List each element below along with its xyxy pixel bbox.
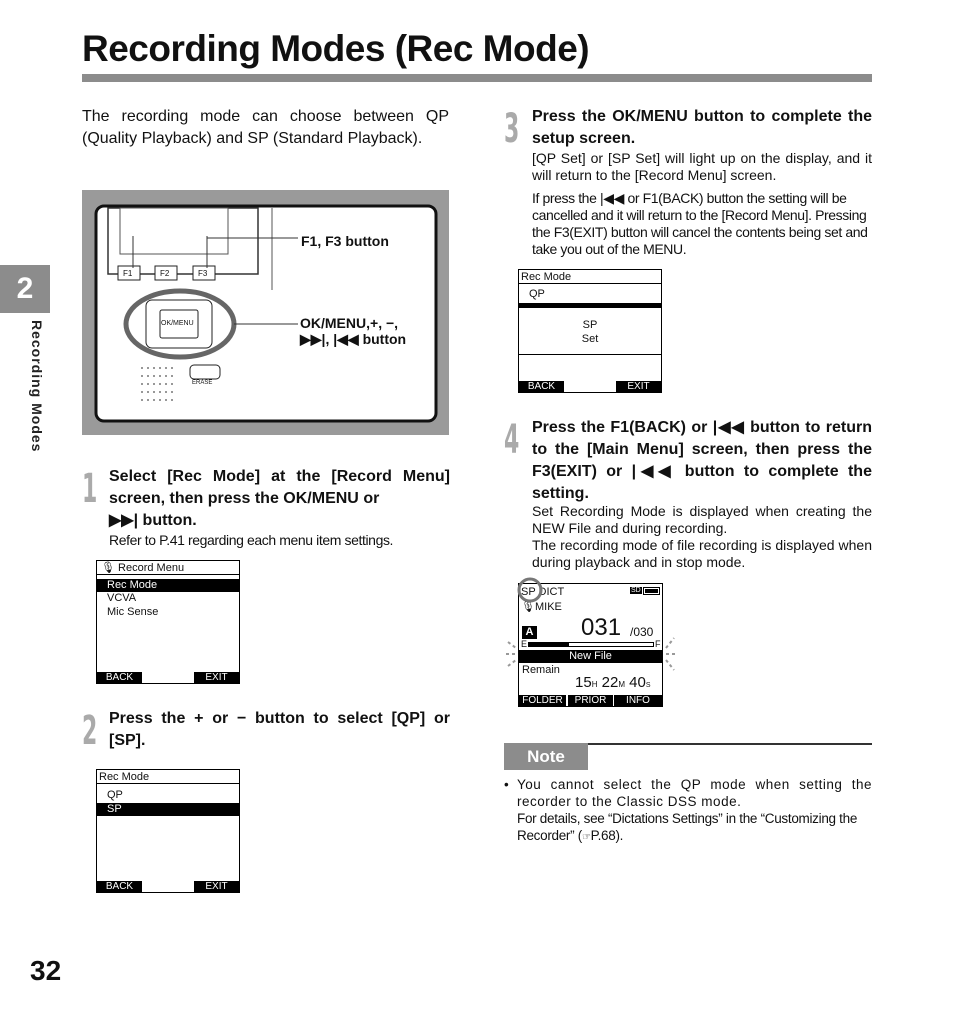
screen-rec-mode-select <box>96 769 240 893</box>
fast-forward-icon: ▶▶| <box>109 512 139 529</box>
step-4-heading-or: or <box>606 463 623 480</box>
rewind-icon: |◀◀ <box>631 463 676 480</box>
step-2-number: 2 <box>82 708 98 754</box>
back-softkey: BACK <box>97 881 142 892</box>
exit-softkey: EXIT <box>616 381 661 392</box>
menu-item-rec-mode: Rec Mode <box>97 579 239 592</box>
hours: 15 <box>575 674 592 691</box>
mic-icon: 🎙 <box>521 601 535 613</box>
step-3-heading-a: Press the <box>532 108 606 125</box>
page-title: Recording Modes (Rec Mode) <box>82 28 590 69</box>
step-1-heading <box>109 466 450 532</box>
seconds: 40 <box>629 674 646 691</box>
step-2-heading-or: or <box>212 710 229 727</box>
step-3-heading-b: button to complete the setup screen. <box>532 108 873 147</box>
screen-title: Rec Mode <box>97 771 239 784</box>
note-text-2a: For details, see “Dictations Settings” in the “Customizing the Recorder” ( <box>517 811 858 843</box>
key-f2-label: F2 <box>160 269 170 278</box>
step-2-heading-a: Press the <box>109 710 186 727</box>
step-4-heading-or: or <box>691 419 708 436</box>
step-4-heading-e: button to complete the setting. <box>532 463 872 502</box>
step-4-number: 4 <box>504 417 520 463</box>
step-3-text-2 <box>532 190 877 258</box>
note-rule <box>588 743 872 745</box>
exit-softkey: EXIT <box>194 881 239 892</box>
new-file-banner: New File <box>519 650 662 663</box>
step-1-number: 1 <box>82 466 98 512</box>
sd-card-icon: SD <box>631 587 641 594</box>
callout-comma: , <box>378 315 383 331</box>
screen-record-menu <box>96 560 240 684</box>
menu-item-mic-sense: Mic Sense <box>107 606 159 618</box>
rewind-icon: |◀◀ <box>599 190 624 206</box>
hours-unit: H <box>591 680 598 689</box>
option-qp: QP <box>107 789 123 801</box>
user-name: MIKE <box>534 601 562 613</box>
rewind-icon: |◀◀ <box>712 419 745 436</box>
step-2-heading-b: button to select [QP] or [SP]. <box>109 710 450 749</box>
step-1-text: Refer to P.41 regarding each menu item settings. <box>109 532 394 548</box>
callout-f-buttons: F1, F3 button <box>301 233 389 249</box>
seconds-unit: S <box>645 682 651 689</box>
popup-line-1: SP <box>582 319 598 331</box>
set-popup <box>519 308 661 354</box>
back-softkey: BACK <box>97 672 142 683</box>
step-4-heading-a: Press the <box>532 419 605 436</box>
key-okmenu-label: OK/MENU <box>161 320 194 327</box>
step-4-heading-c: button to return to the [Main Menu] screen, then press the <box>532 419 872 458</box>
minus-icon: − <box>236 710 247 727</box>
highlight-marks <box>502 576 682 716</box>
step-3-text-2a: If press the <box>532 190 597 206</box>
menu-item-vcva: VCVA <box>107 592 137 604</box>
plus-icon: + <box>370 315 379 331</box>
chapter-tab: 2 <box>0 265 50 313</box>
minutes: 22 <box>601 674 619 691</box>
okmenu-key-label: OK/MENU <box>283 490 359 507</box>
plus-icon: + <box>194 710 204 727</box>
screen-title-text: Record Menu <box>118 562 185 574</box>
step-1-heading-or: or <box>363 490 380 507</box>
step-1-heading-c: button. <box>142 512 197 529</box>
meter-f-label: F <box>655 639 661 649</box>
rewind-icon: |◀◀ <box>333 331 359 347</box>
mic-icon: 🎙 <box>101 562 115 574</box>
key-f1-label: F1 <box>123 269 133 278</box>
remain-label: Remain <box>522 664 560 676</box>
folder-softkey: FOLDER <box>519 695 566 706</box>
mode-dict: DICT <box>538 586 565 598</box>
minutes-unit: M <box>618 680 625 689</box>
step-4-heading <box>532 417 872 505</box>
key-erase-label: ERASE <box>192 380 213 386</box>
f3-exit-key-label: F3(EXIT) <box>532 463 597 480</box>
step-4-text-2: The recording mode of file recording is displayed when during playback and in stop mode. <box>532 537 872 570</box>
callout-okmenu-text: OK/MENU, <box>300 315 370 331</box>
info-softkey: INFO <box>614 695 662 706</box>
callout-okmenu: OK/MENU,+, −, ▶▶|, |◀◀ button <box>300 315 407 347</box>
fast-forward-icon: ▶▶| <box>300 331 326 347</box>
key-f3-label: F3 <box>198 269 208 278</box>
note-text-2 <box>517 810 872 846</box>
page-number: 32 <box>30 955 62 986</box>
reference-icon: ☞ <box>581 832 591 843</box>
step-1-heading-a: Select [Rec Mode] at the [Record Menu] screen, then press the <box>109 468 450 507</box>
bullet: • <box>504 777 509 792</box>
screen-title: Rec Mode <box>519 271 661 284</box>
okmenu-key-label: OK/MENU <box>612 108 688 125</box>
folder-indicator: A <box>522 626 537 639</box>
device-drawing <box>82 190 449 435</box>
title-underline <box>82 74 872 82</box>
file-number: 031 <box>581 614 622 641</box>
intro-paragraph: The recording mode can choose between QP (Quality Playback) and SP (Standard Playback). <box>82 108 449 147</box>
step-3-number: 3 <box>504 106 520 152</box>
option-qp: QP <box>529 288 545 300</box>
mode-sp: SP <box>521 586 536 598</box>
exit-softkey: EXIT <box>194 672 239 683</box>
f1-back-key-label: F1(BACK) <box>610 419 686 436</box>
back-softkey: BACK <box>519 381 564 392</box>
step-3-text-1: [QP Set] or [SP Set] will light up on the display, and it will return to the [Record Menu] screen. <box>532 150 872 183</box>
chapter-label: Recording Modes <box>29 320 45 453</box>
screen-title <box>97 562 239 575</box>
note-text-1: You cannot select the QP mode when setting the recorder to the Classic DSS mode. <box>517 777 872 809</box>
minus-icon: − <box>385 315 395 331</box>
divider <box>519 354 661 355</box>
step-4-text-1: Set Recording Mode is displayed when creating the NEW File and during recording. <box>532 503 872 536</box>
prior-softkey: PRIOR <box>568 695 613 706</box>
note-label: Note <box>504 743 588 770</box>
popup-line-2: Set <box>581 333 599 345</box>
step-3-text-2b: or F1(BACK) button the setting will be cancelled and it will return to the [Record Menu]. Pressing the F3(EXIT) button will cancel the contents being set and take you out of the MENU. <box>532 190 868 257</box>
meter-e-label: E <box>521 639 528 649</box>
callout-comma: , <box>394 315 399 331</box>
note-body <box>504 776 872 846</box>
note-text-2-ref: P.68). <box>590 828 624 843</box>
step-3-heading <box>532 106 872 150</box>
callout-button-text: button <box>362 331 407 347</box>
file-total: /030 <box>630 625 654 639</box>
step-2-heading <box>109 708 450 752</box>
device-illustration <box>82 190 449 435</box>
option-sp: SP <box>97 803 239 816</box>
screen-sp-set <box>518 269 662 393</box>
